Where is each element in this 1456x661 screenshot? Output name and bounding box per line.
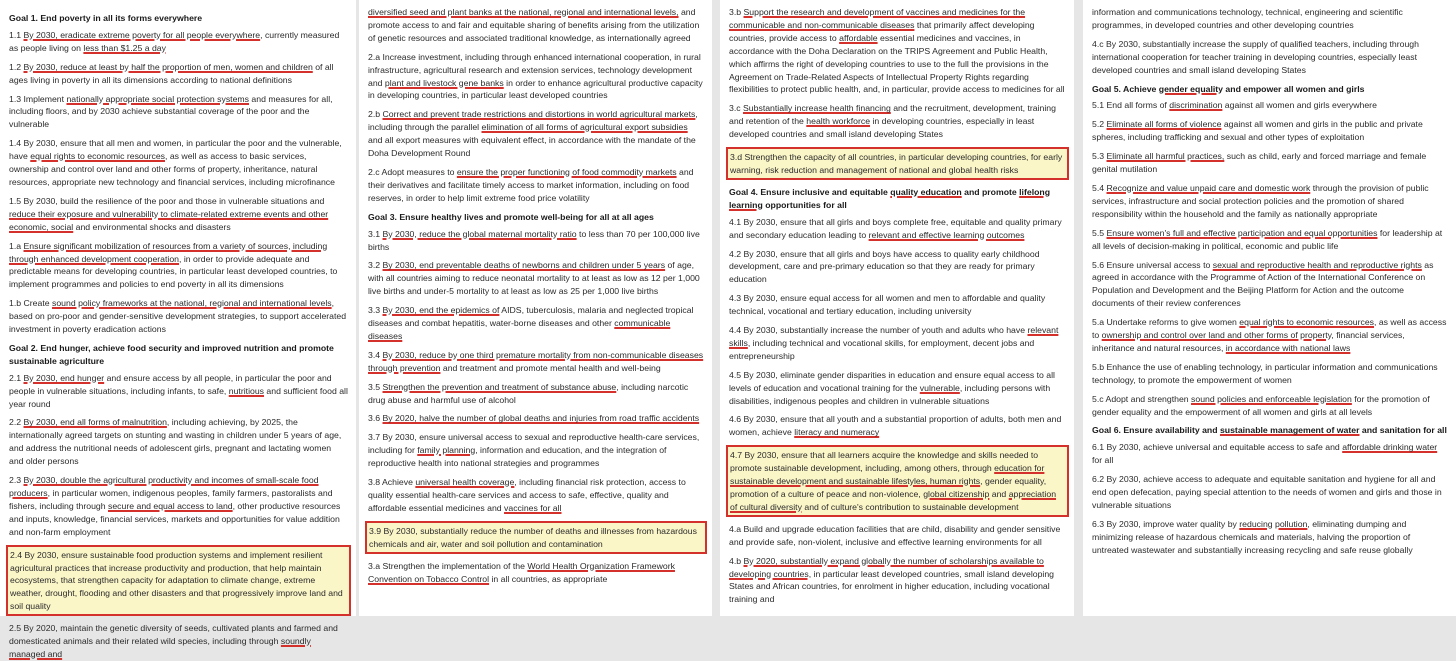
target-paragraph: 3.b Support the research and development of vaccines and medicines for the communicable and non-communicable diseases that primarily affect developing countries, provide access to affordable essential medicines and vaccines, in accordance with the Doha Declaration on the TRIPS Agreement and Public Health, which affirms the right of developing countries to use to the full the provisions in the Agreement on Trade-Related Aspects of Intellectual Property Rights regarding flexibilities to protect public health, and, in particular, provide access to medicines for all: [729, 7, 1065, 95]
underlined-phrase: reducing pollution: [1239, 518, 1308, 529]
target-paragraph: 5.4 Recognize and value unpaid care and domestic work through the provision of public services, infrastructure and social protection policies and the promotion of shared responsibility within the household and the family as nationally appropriate: [1092, 182, 1429, 219]
underlined-phrase: vaccines for all: [504, 502, 562, 513]
goal-heading: Goal 1. End poverty in all its forms everywhere: [9, 13, 203, 23]
target-paragraph: 3.9 By 2030, substantially reduce the number of deaths and illnesses from hazardous chemicals and air, water and soil pollution and contamination: [369, 525, 697, 549]
target-paragraph: diversified seed and plant banks at the national, regional and international levels, and promote access to and fair and equitable sharing of benefits arising from the utilization of genetic resources and associated traditional knowledge, as internationally agreed: [368, 7, 700, 43]
target-paragraph: 3.4 By 2030, reduce by one third premature mortality from non-communicable diseases through prevention and treatment and promote mental health and well-being: [368, 349, 704, 373]
target-paragraph: 2.c Adopt measures to ensure the proper functioning of food commodity markets and their derivatives and facilitate timely access to market information, including on food reserves, in order to help limit extreme food price volatility: [368, 166, 694, 203]
target-paragraph: 1.b Create sound policy frameworks at the national, regional and international levels, based on pro-poor and gender-sensitive development strategies, to support accelerated investment in poverty eradication actions: [9, 298, 347, 335]
target-paragraph: 2.a Increase investment, including through enhanced international cooperation, in rural infrastructure, agricultural research and extension services, technology development and plant and livestock gene banks in order to enhance agricultural productive capacity in developing countries, in particular least developed countries: [368, 51, 703, 101]
target-paragraph: 3.a Strengthen the implementation of the World Health Organization Framework Convention on Tobacco Control in all countries, as appropriate: [368, 560, 675, 584]
target-paragraph: 4.c By 2030, substantially increase the supply of qualified teachers, including through international cooperation for teacher training in developing countries, especially least developed countries and small island developing States: [1092, 38, 1419, 75]
underlined-phrase: affordable: [839, 32, 878, 43]
underlined-phrase: Ensure significant mobilization of resources from a variety of sources, including through enhanced development cooperation: [9, 240, 328, 264]
target-paragraph: 1.1 By 2030, eradicate extreme poverty for all people everywhere, currently measured as people living on less than $1.25 a day: [9, 29, 340, 53]
underlined-phrase: World Health Organization Framework Convention on Tobacco Control: [368, 560, 675, 584]
underlined-phrase: lifelong learning: [729, 186, 1051, 210]
target-paragraph: 6.3 By 2030, improve water quality by reducing pollution, eliminating dumping and minimizing release of hazardous chemicals and materials, halving the proportion of untreated wastewater and substantially increasing recycling and safe reuse globally: [1092, 518, 1413, 555]
page-column-1: [0, 0, 356, 659]
underlined-phrase: elimination of all forms of agricultural export subsidies: [481, 122, 688, 133]
goal-heading: Goal 2. End hunger, achieve food security and improved nutrition and promote sustainable agriculture: [9, 342, 334, 366]
target-paragraph: 5.3 Eliminate all harmful practices, such as child, early and forced marriage and female genital mutilation: [1092, 151, 1427, 175]
underlined-phrase: equal rights to economic resources: [30, 151, 165, 162]
underlined-phrase: nutritious: [228, 385, 265, 396]
underlined-phrase: By 2030, end the epidemics of: [382, 305, 500, 316]
target-paragraph: 5.6 Ensure universal access to sexual and reproductive health and reproductive rights as agreed in accordance with the Programme of Action of the International Conference on Population and Development and the Beijing Platform for Action and the outcome documents of their review conferences: [1092, 259, 1434, 309]
target-paragraph: 2.5 By 2020, maintain the genetic diversity of seeds, cultivated plants and farmed and domesticated animals and their related wild species, including through soundly managed and: [9, 623, 338, 659]
goal-heading: Goal 6. Ensure availability and sustainable management of water and sanitation for all: [1092, 425, 1447, 436]
underlined-phrase: ensure the proper functioning of food commodity markets: [456, 166, 677, 177]
underlined-phrase: By 2030, end preventable deaths of newborns and children under 5 years: [382, 260, 666, 271]
target-paragraph: 2.b Correct and prevent trade restrictions and distortions in world agricultural markets, including through the parallel elimination of all forms of agricultural export subsidies and all export measures with equivalent effect, in accordance with the mandate of the Doha Development Round: [368, 109, 698, 159]
underlined-phrase: gender equality: [1158, 83, 1224, 94]
target-paragraph: 5.c Adopt and strengthen sound policies and enforceable legislation for the promotion of gender equality and the empowerment of all women and girls at all levels: [1092, 393, 1430, 417]
highlighted-target: [365, 521, 707, 554]
underlined-phrase: quality education: [890, 186, 962, 197]
page-column-2: [359, 0, 712, 616]
underlined-phrase: appreciation of cultural diversity: [730, 489, 1057, 512]
underlined-phrase: By 2020, halve the number of global deaths and injuries from road traffic accidents: [382, 413, 700, 424]
target-paragraph: 2.3 By 2030, double the agricultural productivity and incomes of small-scale food producers, in particular women, indigenous peoples, family farmers, pastoralists and fishers, including through secure and equal access to land, other productive resources and inputs, knowledge, financial services, markets and opportunities for value addition and non-farm employment: [9, 475, 341, 537]
goal-heading: Goal 3. Ensure healthy lives and promote well-being for all at all ages: [368, 211, 654, 222]
underlined-phrase: Recognize and value unpaid care and domestic work: [1106, 182, 1311, 193]
target-paragraph: 1.a Ensure significant mobilization of resources from a variety of sources, including through enhanced development cooperation, in order to provide adequate and predictable means for developing countries, in particular least developed countries, to implement programmes and policies to end poverty in all its dimensions: [9, 240, 338, 290]
target-paragraph: 1.2 By 2030, reduce at least by half the proportion of men, women and children of all ages living in poverty in all its dimensions according to national definitions: [9, 61, 334, 85]
underlined-phrase: By 2030, eradicate extreme poverty for all people everywhere: [23, 29, 261, 40]
target-paragraph: 4.2 By 2030, ensure that all girls and boys have access to quality early childhood development, care and pre-primary education so that they are ready for primary education: [729, 248, 1040, 285]
underlined-phrase: diversified seed and plant banks at the national, regional and international levels,: [368, 7, 679, 17]
target-paragraph: 4.3 By 2030, ensure equal access for all women and men to affordable and quality technical, vocational and tertiary education, including university: [729, 293, 1046, 317]
target-paragraph: 3.8 Achieve universal health coverage, including financial risk protection, access to quality essential health-care services and access to safe, effective, quality and affordable essential medicines and vaccines for all: [368, 477, 686, 513]
underlined-phrase: By 2030, reduce the global maternal mortality ratio: [382, 228, 577, 239]
underlined-phrase: By 2020, substantially expand globally the number of scholarships available to developing countries,: [729, 555, 1044, 579]
underlined-phrase: family planning: [417, 445, 476, 456]
underlined-phrase: literacy and numeracy: [794, 427, 880, 438]
underlined-phrase: sustainable management of water: [1219, 425, 1360, 436]
underlined-phrase: By 2030, reduce by one third premature mortality from non-communicable diseases through prevention: [368, 349, 704, 373]
target-paragraph: 3.2 By 2030, end preventable deaths of newborns and children under 5 years of age, with all countries aiming to reduce neonatal mortality to at least as low as 12 per 1,000 live births and under-5 mortality to at least as low as 25 per 1,000 live births: [368, 260, 700, 297]
target-paragraph: 4.4 By 2030, substantially increase the number of youth and adults who have relevant skills, including technical and vocational skills, for employment, decent jobs and entrepreneurship: [729, 325, 1059, 361]
target-paragraph: 4.7 By 2030, ensure that all learners acquire the knowledge and skills needed to promote sustainable development, including, among others, through education for sustainable development and sustainable lifestyles, human rights, gender equality, promotion of a culture of peace and non-violence, global citizenship and appreciation of cultural diversity and of culture's contribution to sustainable development: [730, 450, 1057, 512]
target-paragraph: 2.4 By 2030, ensure sustainable food production systems and implement resilient agricultural practices that increase productivity and production, that help maintain ecosystems, that strengthen capacity for adaptation to climate change, extreme weather, drought, flooding and other disasters and that progressively improve land and soil quality: [10, 549, 343, 612]
target-paragraph: 4.a Build and upgrade education facilities that are child, disability and gender sensitive and provide safe, non-violent, inclusive and effective learning environments for all: [729, 523, 1061, 547]
underlined-phrase: sexual and reproductive health and reproductive rights: [1212, 259, 1422, 270]
target-paragraph: 3.3 By 2030, end the epidemics of AIDS, tuberculosis, malaria and neglected tropical diseases and combat hepatitis, water-borne diseases and other communicable diseases: [368, 305, 694, 341]
highlighted-target: [726, 147, 1069, 180]
underlined-phrase: universal health coverage: [415, 477, 515, 488]
target-paragraph: 4.6 By 2030, ensure that all youth and a substantial proportion of adults, both men and women, achieve literacy and numeracy: [729, 414, 1062, 438]
underlined-phrase: communicable diseases: [368, 318, 671, 341]
target-paragraph: 5.a Undertake reforms to give women equal rights to economic resources, as well as access to ownership and control over land and other forms of property, financial services, inheritance and natural resources, in accordance with national laws: [1092, 317, 1447, 353]
page-column-4: [1083, 0, 1456, 616]
underlined-phrase: sound policies and enforceable legislation: [1191, 393, 1352, 404]
target-paragraph: 3.1 By 2030, reduce the global maternal mortality ratio to less than 70 per 100,000 live births: [368, 228, 700, 252]
underlined-phrase: reduce their exposure and vulnerability to climate-related extreme events and other economic, social: [9, 208, 329, 232]
underlined-phrase: secure and equal access to land: [108, 500, 233, 511]
underlined-phrase: By 2030, reduce at least by half the proportion of men, women and children: [23, 61, 313, 72]
underlined-phrase: Substantially increase health financing: [743, 103, 891, 114]
underlined-phrase: vulnerable: [919, 382, 960, 393]
target-paragraph: 4.1 By 2030, ensure that all girls and boys complete free, equitable and quality primary and secondary education leading to relevant and effective learning outcomes: [729, 216, 1062, 240]
target-paragraph: 3.7 By 2030, ensure universal access to sexual and reproductive health-care services, including for family planning, information and education, and the integration of reproductive health into national strategies and programmes: [368, 432, 700, 469]
underlined-phrase: global citizenship: [923, 489, 990, 499]
target-paragraph: information and communications technology, technical, engineering and scientific programmes, in developed countries and other developing countries: [1092, 7, 1403, 30]
target-paragraph: 5.5 Ensure women's full and effective participation and equal opportunities for leadership at all levels of decision-making in political, economic and public life: [1092, 227, 1443, 251]
target-paragraph: 1.3 Implement nationally appropriate social protection systems and measures for all, including floors, and by 2030 achieve substantial coverage of the poor and the vulnerable: [9, 93, 333, 130]
target-paragraph: 6.1 By 2030, achieve universal and equitable access to safe and affordable drinking water for all: [1092, 442, 1438, 466]
target-paragraph: 3.5 Strengthen the prevention and treatment of substance abuse, including narcotic drug abuse and harmful use of alcohol: [368, 381, 689, 405]
target-paragraph: 3.d Strengthen the capacity of all countries, in particular developing countries, for early warning, risk reduction and management of national and global health risks: [730, 152, 1063, 175]
target-paragraph: 5.2 Eliminate all forms of violence against all women and girls in the public and private spheres, including trafficking and sexual and other types of exploitation: [1092, 119, 1423, 143]
underlined-phrase: Strengthen the prevention and treatment of substance abuse: [382, 381, 617, 392]
target-paragraph: 1.5 By 2030, build the resilience of the poor and those in vulnerable situations and reduce their exposure and vulnerability to climate-related extreme events and other economic, social and environmental shocks and disasters: [9, 195, 329, 232]
target-paragraph: 4.5 By 2030, eliminate gender disparities in education and ensure equal access to all levels of education and vocational training for the vulnerable, including persons with disabilities, indigenous peoples and children in vulnerable situations: [729, 369, 1055, 406]
goal-heading: Goal 4. Ensure inclusive and equitable quality education and promote lifelong learning opportunities for all: [729, 186, 1051, 210]
target-paragraph: 4.b By 2020, substantially expand globally the number of scholarships available to developing countries, in particular least developed countries, small island developing States and African countries, for enrolment in higher education, including vocational training and: [729, 555, 1055, 605]
underlined-phrase: By 2030, end hunger: [23, 372, 105, 383]
underlined-phrase: By 2030, double the agricultural productivity and incomes of small-scale food producers: [9, 475, 319, 498]
target-paragraph: 6.2 By 2030, achieve access to adequate and equitable sanitation and hygiene for all and end open defecation, paying special attention to the needs of women and girls and those in vulnerable situations: [1092, 474, 1442, 510]
target-paragraph: 2.1 By 2030, end hunger and ensure access by all people, in particular the poor and people in vulnerable situations, including infants, to safe, nutritious and sufficient food all year round: [9, 372, 348, 409]
underlined-phrase: Ensure women's full and effective participation and equal opportunities: [1106, 227, 1378, 238]
highlighted-target: [6, 545, 351, 617]
underlined-phrase: By 2030, end all forms of malnutrition: [23, 417, 167, 428]
target-paragraph: 2.2 By 2030, end all forms of malnutrition, including achieving, by 2025, the internationally agreed targets on stunting and wasting in children under 5 years of age, and address the nutritional needs of adolescent girls, pregnant and lactating women and older persons: [9, 417, 342, 467]
target-paragraph: 3.c Substantially increase health financing and the recruitment, development, training and retention of the health workforce in developing countries, especially in least developed countries and small island developing States: [729, 103, 1056, 140]
underlined-phrase: less than $1.25 a day: [83, 42, 166, 53]
underlined-phrase: plant and livestock gene banks: [384, 77, 504, 88]
underlined-phrase: sound policy frameworks at the national, regional and international levels: [51, 298, 332, 309]
target-paragraph: 5.1 End all forms of discrimination against all women and girls everywhere: [1092, 100, 1377, 111]
underlined-phrase: education for sustainable development and sustainable lifestyles, human rights: [730, 463, 1045, 487]
target-paragraph: 1.4 By 2030, ensure that all men and women, in particular the poor and the vulnerable, have equal rights to economic resources, as well as access to basic services, ownership and control over land and other forms of property, inheritance, natural resources, appropriate new technology and financial services, including microfinance: [9, 138, 342, 187]
underlined-phrase: in accordance with national laws: [1225, 342, 1351, 353]
underlined-phrase: ownership and control over land and other forms of property: [1101, 330, 1332, 341]
underlined-phrase: Correct and prevent trade restrictions and distortions in world agricultural markets: [382, 109, 696, 120]
underlined-phrase: health workforce: [806, 116, 871, 127]
target-paragraph: 3.6 By 2020, halve the number of global deaths and injuries from road traffic accidents: [368, 413, 700, 424]
underlined-phrase: Support the research and development of vaccines and medicines for the communicable and non-communicable diseases: [729, 7, 1026, 30]
target-paragraph: 5.b Enhance the use of enabling technology, in particular information and communications technology, to promote the empowerment of women: [1092, 361, 1438, 385]
underlined-phrase: relevant skills: [729, 325, 1059, 348]
underlined-phrase: nationally appropriate social protection systems: [66, 93, 249, 104]
underlined-phrase: Eliminate all harmful practices,: [1106, 151, 1225, 162]
underlined-phrase: Eliminate all forms of violence: [1106, 119, 1222, 130]
page-column-3: [720, 0, 1074, 616]
goal-heading: Goal 5. Achieve gender equality and empower all women and girls: [1092, 83, 1365, 94]
underlined-phrase: soundly managed and: [9, 636, 311, 659]
underlined-phrase: equal rights to economic resources: [1239, 317, 1375, 328]
underlined-phrase: relevant and effective learning outcomes: [868, 229, 1025, 240]
underlined-phrase: discrimination: [1169, 100, 1223, 111]
highlighted-target: [726, 445, 1069, 517]
underlined-phrase: affordable drinking water: [1342, 442, 1438, 453]
